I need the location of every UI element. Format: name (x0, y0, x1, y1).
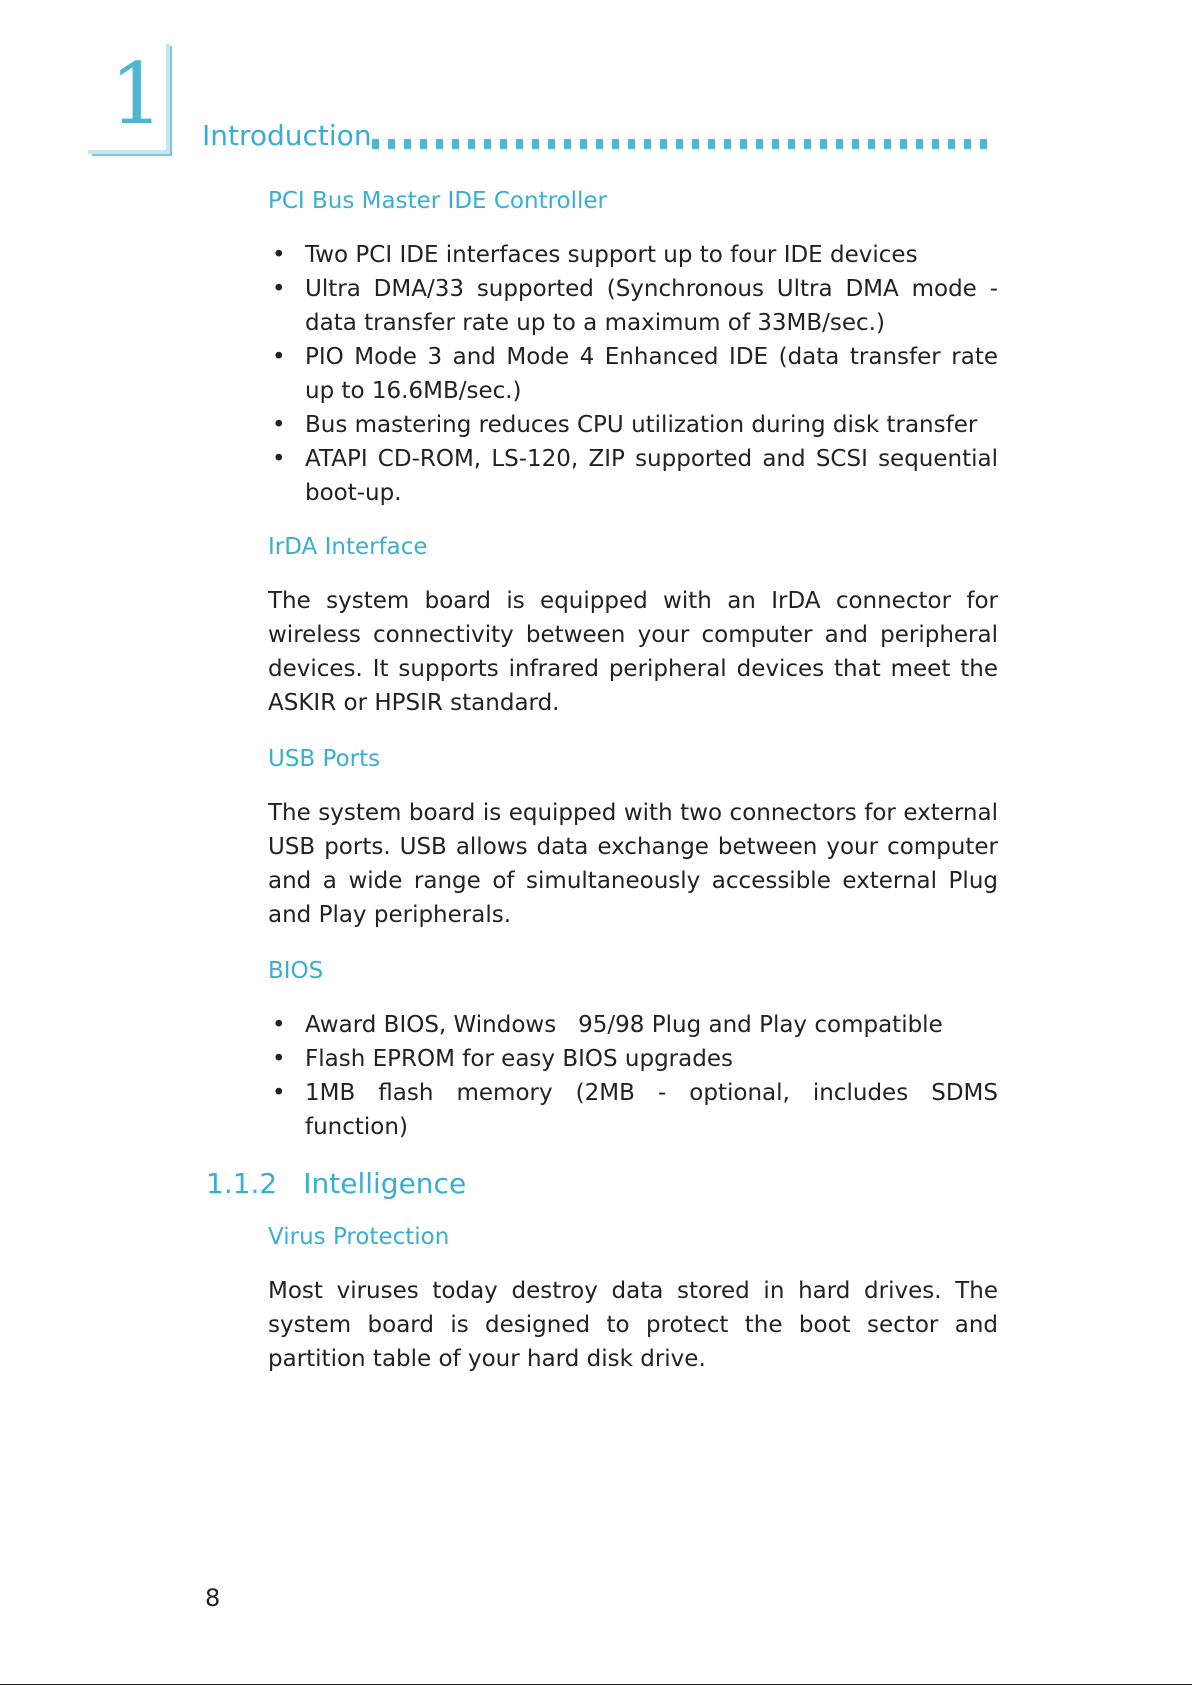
list-item (268, 238, 998, 272)
list-item-text: Flash EPROM for easy BIOS upgrades (305, 1046, 733, 1072)
list-item-text: Two PCI IDE interfaces support up to four IDE devices (305, 242, 918, 268)
page-number: 8 (205, 1584, 221, 1612)
subsection-heading-intelligence (206, 1166, 998, 1202)
chapter-frame-line-horizontal (92, 154, 172, 156)
list-item-text: Bus mastering reduces CPU utilization during disk transfer (305, 412, 978, 438)
page-content (206, 186, 998, 1400)
bullet-icon: • (272, 276, 286, 302)
list-item (268, 408, 998, 442)
section-heading-irda: IrDA Interface (268, 534, 428, 560)
section-heading-pci: PCI Bus Master IDE Controller (268, 188, 608, 214)
list-item-text: 1MB flash memory (2MB - optional, includes SDMS function) (305, 1080, 998, 1140)
bullet-icon: • (272, 446, 286, 472)
irda-paragraph: The system board is equipped with an IrDA connector for wireless connectivity between your computer and peripheral devices. It supports infrared peripheral devices that meet the ASKIR or HPSIR standard. (268, 588, 998, 716)
subsection-title: Intelligence (303, 1167, 467, 1200)
chapter-title: Introduction (202, 119, 372, 152)
section-heading-virus: Virus Protection (268, 1224, 450, 1250)
list-item (268, 442, 998, 510)
bullet-icon: • (272, 1012, 286, 1038)
chapter-title-dotted-rule (372, 139, 992, 149)
virus-paragraph: Most viruses today destroy data stored in hard drives. The system board is designed to protect the boot sector and partition table of your hard disk drive. (268, 1278, 998, 1372)
list-item (268, 1008, 998, 1042)
section-heading-usb: USB Ports (268, 746, 381, 772)
list-item (268, 1042, 998, 1076)
bullet-icon: • (272, 344, 286, 370)
list-item-text: Ultra DMA/33 supported (Synchronous Ultra DMA mode - data transfer rate up to a maximum of 33MB/sec.) (305, 276, 998, 336)
usb-paragraph: The system board is equipped with two connectors for external USB ports. USB allows data exchange between your computer and a wide range of simultaneously accessible external Plug and Play peripherals. (268, 800, 998, 928)
chapter-number: 1 (110, 45, 164, 143)
list-item (268, 1076, 998, 1144)
bullet-icon: • (272, 412, 286, 438)
list-item (268, 272, 998, 340)
bullet-icon: • (272, 242, 286, 268)
subsection-number: 1.1.2 (206, 1167, 278, 1200)
section-heading-bios: BIOS (268, 958, 324, 984)
pci-feature-list (268, 238, 998, 510)
bullet-icon: • (272, 1080, 286, 1106)
bullet-icon: • (272, 1046, 286, 1072)
bios-feature-list (268, 1008, 998, 1144)
list-item-text: Award BIOS, Windows 95/98 Plug and Play compatible (305, 1012, 943, 1038)
list-item (268, 340, 998, 408)
chapter-frame-line-vertical (170, 46, 172, 156)
list-item-text: ATAPI CD-ROM, LS-120, ZIP supported and SCSI sequential boot-up. (305, 446, 998, 506)
list-item-text: PIO Mode 3 and Mode 4 Enhanced IDE (data transfer rate up to 16.6MB/sec.) (305, 344, 998, 404)
